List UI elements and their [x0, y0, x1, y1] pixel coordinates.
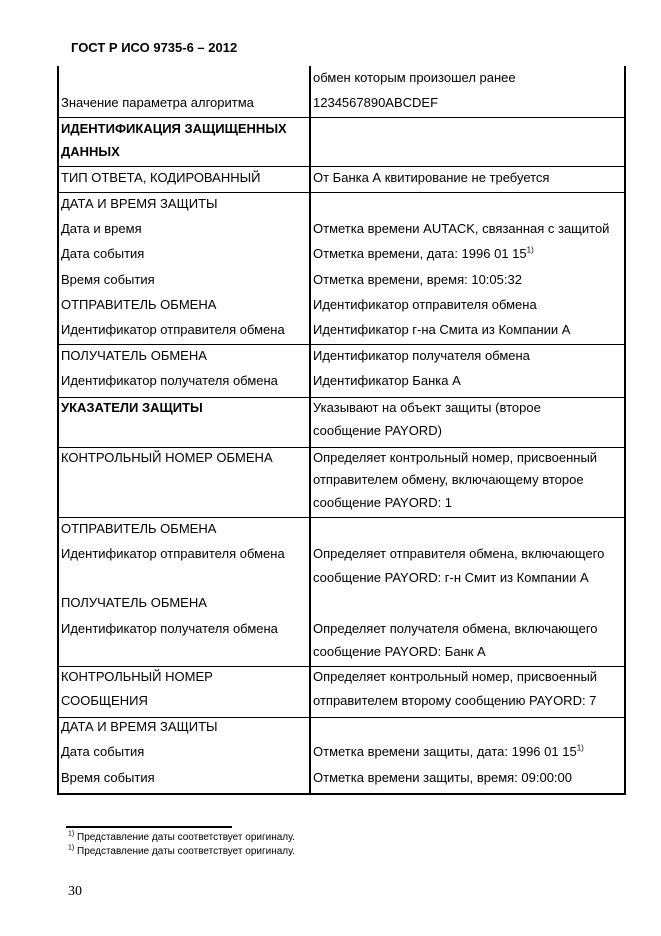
row-divider [57, 166, 626, 167]
cell-text: Определяет получателя обмена, включающего [313, 621, 598, 636]
cell-text: Идентификатор получателя обмена [61, 621, 278, 636]
cell-text: Идентификатор получателя обмена [61, 373, 278, 388]
cell-text: сообщение PAYORD: Банк А [313, 644, 486, 659]
cell-text: Отметка времени защиты, дата: 1996 01 15 [313, 744, 577, 759]
cell-text: Время события [61, 272, 155, 287]
cell-text: 1234567890ABCDEF [313, 95, 439, 110]
cell-text: Отметка времени, время: 10:05:32 [313, 272, 522, 287]
row-divider [57, 717, 626, 718]
cell-text: От Банка А квитирование не требуется [313, 170, 550, 185]
data-table [57, 66, 626, 794]
footnote-mark: 1) [576, 743, 584, 753]
cell-text: отправителем обмену, включающему второе [313, 472, 584, 487]
row-divider [57, 192, 626, 193]
footnote-text: Представление даты соответствует оригиналу. [77, 846, 295, 857]
footnote-mark: 1) [68, 830, 75, 838]
footnote [68, 832, 295, 843]
cell-text: Идентификатор отправителя обмена [61, 546, 285, 561]
cell-text: Определяет контрольный номер, присвоенный [313, 669, 598, 684]
cell-text: сообщение PAYORD: 1 [313, 495, 453, 510]
cell-text: Идентификатор Банка А [313, 373, 461, 388]
cell-text: Указывают на объект защиты (второе [313, 400, 541, 415]
cell-text: ПОЛУЧАТЕЛЬ ОБМЕНА [61, 595, 207, 610]
row-divider [57, 397, 626, 398]
cell-text: Определяет отправителя обмена, включающего [313, 546, 605, 561]
cell-text: сообщение PAYORD: г-н Смит из Компании А [313, 570, 589, 585]
cell-text: СООБЩЕНИЯ [61, 693, 148, 708]
table-border-left [57, 66, 59, 794]
cell-text: Значение параметра алгоритма [61, 95, 254, 110]
cell-text: ОТПРАВИТЕЛЬ ОБМЕНА [61, 521, 217, 536]
cell-text: ИДЕНТИФИКАЦИЯ ЗАЩИЩЕННЫХ [61, 121, 287, 136]
cell-text: ДАТА И ВРЕМЯ ЗАЩИТЫ [61, 719, 218, 734]
cell-text: Определяет контрольный номер, присвоенный [313, 450, 598, 465]
row-divider [57, 666, 626, 667]
cell-text: Идентификатор получателя обмена [313, 348, 530, 363]
cell-text: Идентификатор отправителя обмена [61, 322, 285, 337]
cell-text: ОТПРАВИТЕЛЬ ОБМЕНА [61, 297, 217, 312]
table-column-divider [309, 66, 311, 794]
cell-text [313, 744, 584, 760]
footnote [68, 846, 295, 857]
cell-text: ПОЛУЧАТЕЛЬ ОБМЕНА [61, 348, 207, 363]
cell-text: ДАННЫХ [61, 144, 120, 159]
cell-text: сообщение PAYORD) [313, 423, 442, 438]
cell-text: Дата и время [61, 221, 142, 236]
document-header: ГОСТ Р ИСО 9735-6 – 2012 [71, 40, 238, 55]
cell-text: Идентификатор г-на Смита из Компании А [313, 322, 571, 337]
footnote-mark: 1) [526, 245, 534, 255]
footnote-separator [66, 826, 232, 828]
footnote-text: Представление даты соответствует оригиналу. [77, 832, 295, 843]
table-border-bottom [57, 793, 626, 795]
cell-text: КОНТРОЛЬНЫЙ НОМЕР [61, 669, 213, 684]
row-divider [57, 344, 626, 345]
table-border-right [624, 66, 626, 794]
cell-text: Идентификатор отправителя обмена [313, 297, 537, 312]
cell-text: Дата события [61, 246, 145, 261]
cell-text: Отметка времени, дата: 1996 01 15 [313, 246, 527, 261]
cell-text: ДАТА И ВРЕМЯ ЗАЩИТЫ [61, 196, 218, 211]
page-number: 30 [68, 884, 82, 899]
cell-text: Дата события [61, 744, 145, 759]
row-divider [57, 517, 626, 518]
cell-text: Отметка времени AUTACK, связанная с защитой [313, 221, 610, 236]
cell-text [313, 246, 534, 262]
cell-text: ТИП ОТВЕТА, КОДИРОВАННЫЙ [61, 170, 261, 185]
cell-text: КОНТРОЛЬНЫЙ НОМЕР ОБМЕНА [61, 450, 273, 465]
row-divider [57, 447, 626, 448]
footnote-mark: 1) [68, 844, 75, 852]
cell-text: обмен которым произошел ранее [313, 70, 516, 85]
cell-text: УКАЗАТЕЛИ ЗАЩИТЫ [61, 400, 203, 415]
row-divider [57, 117, 626, 118]
cell-text: Время события [61, 770, 155, 785]
cell-text: отправителем второму сообщению PAYORD: 7 [313, 693, 597, 708]
cell-text: Отметка времени защиты, время: 09:00:00 [313, 770, 572, 785]
